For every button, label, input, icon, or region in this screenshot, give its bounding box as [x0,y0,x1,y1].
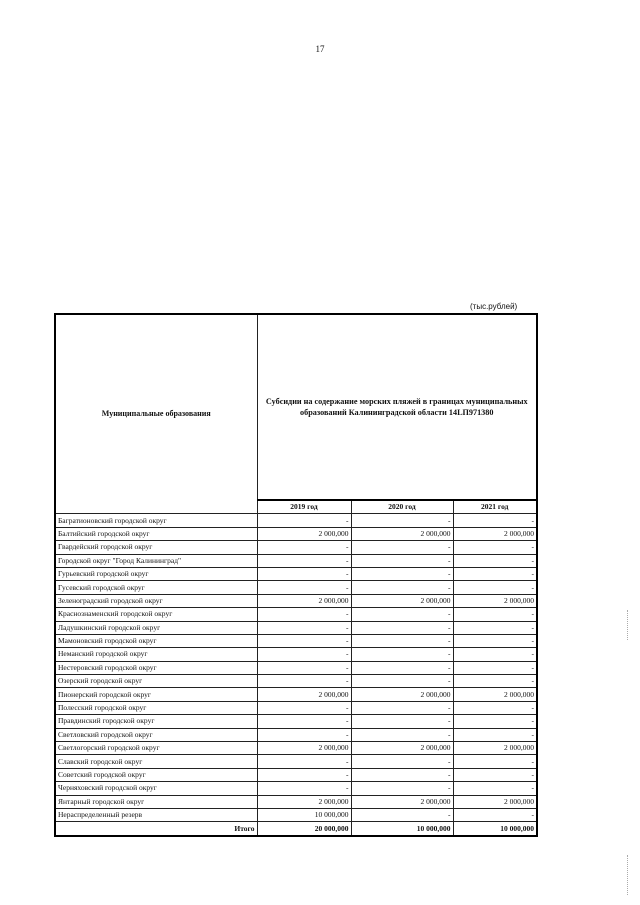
municipality-name: Правдинский городской округ [55,715,257,728]
table-row [55,715,537,728]
value-2019: 2 000,000 [257,527,351,540]
value-2020: - [351,675,453,688]
value-2021: 2 000,000 [453,594,537,607]
value-2021: 2 000,000 [453,742,537,755]
value-2019: - [257,675,351,688]
municipality-name: Неманский городской округ [55,648,257,661]
municipality-name: Светловский городской округ [55,728,257,741]
value-2021: 2 000,000 [453,527,537,540]
municipality-name: Балтийский городской округ [55,527,257,540]
municipality-name: Краснознаменский городской округ [55,608,257,621]
table-row [55,688,537,701]
header-year-2020: 2020 год [351,500,453,514]
table-row [55,728,537,741]
value-2021: - [453,514,537,527]
value-2019: - [257,541,351,554]
value-2019: - [257,715,351,728]
value-2019: - [257,634,351,647]
value-2021: - [453,648,537,661]
value-2020: - [351,541,453,554]
value-2020: - [351,715,453,728]
value-2020: - [351,648,453,661]
table-row [55,795,537,808]
municipality-name: Гурьевский городской округ [55,567,257,580]
total-row [55,822,537,836]
value-2019: - [257,621,351,634]
margin-scan-marks-bottom [627,855,630,895]
value-2019: 2 000,000 [257,742,351,755]
municipality-name: Светлогорский городской округ [55,742,257,755]
value-2019: 2 000,000 [257,594,351,607]
value-2021: - [453,701,537,714]
table-row [55,648,537,661]
value-2021: - [453,608,537,621]
value-2020: - [351,554,453,567]
header-subsidy: Субсидии на содержание морских пляжей в границах муниципальных образований Калининградской области 14LП971380 [257,314,537,500]
value-2019: - [257,567,351,580]
value-2019: - [257,661,351,674]
municipality-name: Нестеровский городской округ [55,661,257,674]
municipality-name: Зеленоградский городской округ [55,594,257,607]
table-row [55,661,537,674]
municipality-name: Городской округ "Город Калининград" [55,554,257,567]
total-2020: 10 000,000 [351,822,453,836]
value-2019: - [257,782,351,795]
header-year-2019: 2019 год [257,500,351,514]
municipality-name: Багратионовский городской округ [55,514,257,527]
value-2021: 2 000,000 [453,795,537,808]
value-2021: - [453,541,537,554]
municipality-name: Озерский городской округ [55,675,257,688]
value-2021: - [453,554,537,567]
value-2020: - [351,701,453,714]
value-2020: - [351,514,453,527]
total-label: Итого [55,822,257,836]
value-2020: - [351,567,453,580]
value-2020: - [351,661,453,674]
table-row [55,527,537,540]
value-2021: - [453,768,537,781]
value-2021: - [453,808,537,821]
total-2021: 10 000,000 [453,822,537,836]
header-municipality: Муниципальные образования [55,314,257,514]
municipality-name: Янтарный городской округ [55,795,257,808]
header-year-2021: 2021 год [453,500,537,514]
value-2019: - [257,581,351,594]
value-2021: 2 000,000 [453,688,537,701]
value-2019: - [257,608,351,621]
page-number: 17 [315,44,325,54]
municipality-name: Славский городской округ [55,755,257,768]
municipality-name: Черняховский городской округ [55,782,257,795]
municipality-name: Нераспределенный резерв [55,808,257,821]
subsidy-table [54,313,538,837]
value-2020: - [351,782,453,795]
value-2019: 2 000,000 [257,688,351,701]
value-2019: - [257,768,351,781]
value-2021: - [453,728,537,741]
table-row [55,755,537,768]
table-row [55,675,537,688]
value-2021: - [453,634,537,647]
table-row [55,554,537,567]
value-2021: - [453,581,537,594]
table-row [55,594,537,607]
value-2020: 2 000,000 [351,594,453,607]
value-2021: - [453,755,537,768]
value-2020: - [351,768,453,781]
table-row [55,608,537,621]
table-row [55,634,537,647]
value-2020: - [351,728,453,741]
value-2019: - [257,755,351,768]
table-row [55,782,537,795]
total-2019: 20 000,000 [257,822,351,836]
table-row [55,621,537,634]
value-2020: - [351,755,453,768]
table-row [55,514,537,527]
value-2019: - [257,554,351,567]
value-2019: 10 000,000 [257,808,351,821]
value-2021: - [453,782,537,795]
value-2020: - [351,581,453,594]
municipality-name: Ладушкинский городской округ [55,621,257,634]
value-2021: - [453,621,537,634]
value-2020: 2 000,000 [351,527,453,540]
value-2021: - [453,567,537,580]
municipality-name: Советский городской округ [55,768,257,781]
municipality-name: Пионерский городской округ [55,688,257,701]
table-row [55,701,537,714]
value-2020: - [351,634,453,647]
value-2021: - [453,675,537,688]
value-2019: - [257,728,351,741]
table-body [55,514,537,822]
municipality-name: Мамоновский городской округ [55,634,257,647]
units-label: (тыс.рублей) [470,302,518,311]
municipality-name: Полесский городской округ [55,701,257,714]
value-2019: - [257,648,351,661]
value-2019: 2 000,000 [257,795,351,808]
value-2020: 2 000,000 [351,795,453,808]
table-row [55,581,537,594]
table-row [55,808,537,821]
value-2019: - [257,701,351,714]
margin-scan-marks [627,610,630,640]
value-2020: 2 000,000 [351,742,453,755]
value-2021: - [453,715,537,728]
municipality-name: Гусевский городской округ [55,581,257,594]
value-2020: - [351,808,453,821]
table-row [55,567,537,580]
value-2020: - [351,608,453,621]
table-row [55,742,537,755]
value-2020: - [351,621,453,634]
table-row [55,541,537,554]
value-2020: 2 000,000 [351,688,453,701]
municipality-name: Гвардейский городской округ [55,541,257,554]
value-2019: - [257,514,351,527]
table-row [55,768,537,781]
value-2021: - [453,661,537,674]
